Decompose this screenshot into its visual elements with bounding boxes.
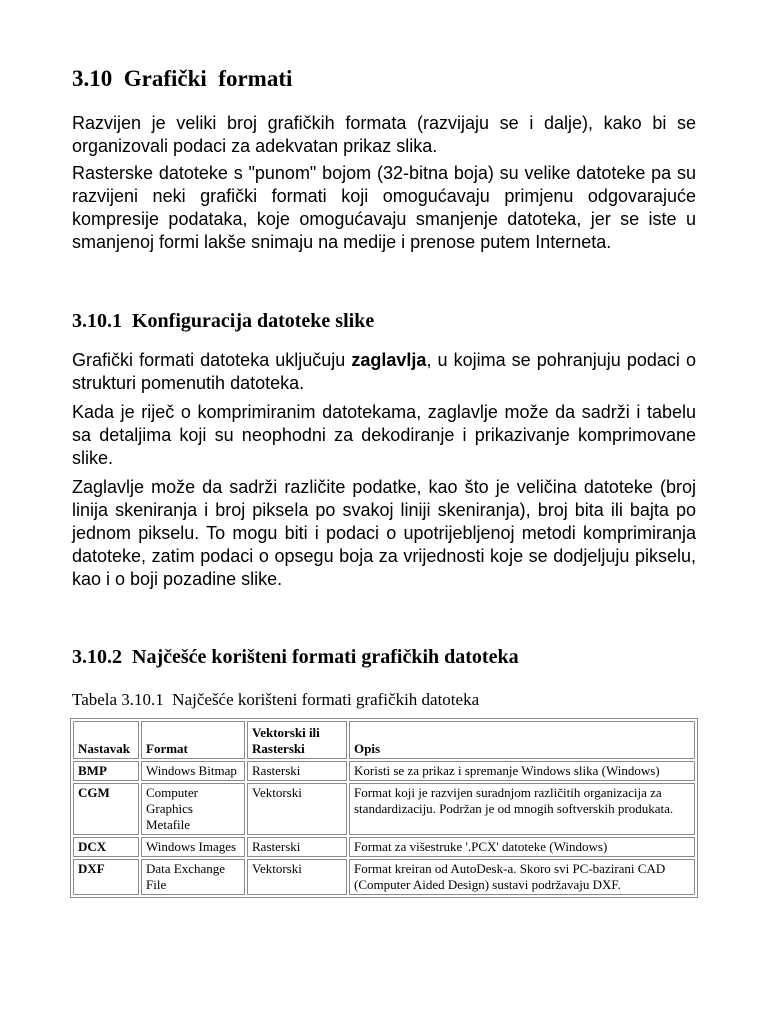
- cell-description: Format koji je razvijen suradnjom različitih organizacija za standardizaciju. Podržan je od mnogih softverskih produkata.: [349, 783, 695, 835]
- cell-type: Rasterski: [247, 837, 347, 857]
- cell-type: Vektorski: [247, 859, 347, 895]
- cell-extension: CGM: [73, 783, 139, 835]
- cell-format: Computer Graphics Metafile: [141, 783, 245, 835]
- table-caption: Tabela 3.10.1 Najčešće korišteni formati grafičkih datoteka: [72, 690, 480, 709]
- header-description: Opis: [349, 721, 695, 759]
- cell-extension: BMP: [73, 761, 139, 781]
- cell-format: Windows Images: [141, 837, 245, 857]
- cell-type: Rasterski: [247, 761, 347, 781]
- cell-format: Windows Bitmap: [141, 761, 245, 781]
- cell-format: Data Exchange File: [141, 859, 245, 895]
- cell-extension: DCX: [73, 837, 139, 857]
- header-extension: Nastavak: [73, 721, 139, 759]
- table-row: [73, 783, 695, 835]
- subsection1-paragraph-3: Zaglavlje može da sadrži različite podatke, kao što je veličina datoteke (broj linija skeniranja i broj piksela po svakoj liniji skeniranja), broj bita ili bajta po jednom pikselu. To mogu biti i podaci o upotrijebljenoj metodi komprimiranja datoteke, zatim podaci o opsegu boja za vrijednosti koje se dodjeljuju pikselu, kao i o boji pozadine slike.: [72, 477, 696, 589]
- table-row: [73, 837, 695, 857]
- subsection1-paragraph-1: [72, 349, 696, 395]
- cell-description: Format za višestruke '.PCX' datoteke (Windows): [349, 837, 695, 857]
- cell-type: Vektorski: [247, 783, 347, 835]
- table-row: [73, 761, 695, 781]
- section-title: 3.10 Grafički formati: [72, 66, 293, 91]
- intro-paragraph-1: Razvijen je veliki broj grafičkih formata (razvijaju se i dalje), kako bi se organizovali podaci za adekvatan prikaz slika.: [72, 113, 696, 156]
- cell-description: Koristi se za prikaz i spremanje Windows slika (Windows): [349, 761, 695, 781]
- subsection1-paragraph-2: Kada je riječ o komprimiranim datotekama, zaglavlje može da sadrži i tabelu sa detaljima koji su neophodni za dekodiranje i prikazivanje komprimovane slike.: [72, 402, 696, 468]
- formats-table: [70, 718, 698, 898]
- table-header-row: [73, 721, 695, 759]
- paragraph-text: , u kojima se pohranjuju podaci o strukturi pomenutih datoteka.: [72, 350, 696, 393]
- header-type: Vektorski ili Rasterski: [247, 721, 347, 759]
- subsection-title-1: 3.10.1 Konfiguracija datoteke slike: [72, 310, 375, 332]
- header-format: Format: [141, 721, 245, 759]
- intro-paragraph-2: Rasterske datoteke s "punom" bojom (32-bitna boja) su velike datoteke pa su razvijeni neki grafički formati koji omogućavaju primjenu odgovarajuće kompresije podataka, koje omogućavaju smanjenje datoteka, jer se iste u smanjenoj formi lakše snimaju na medije i prenose putem Interneta.: [72, 163, 696, 252]
- subsection-title-2: 3.10.2 Najčešće korišteni formati grafičkih datoteka: [72, 646, 519, 668]
- cell-extension: DXF: [73, 859, 139, 895]
- cell-description: Format kreiran od AutoDesk-a. Skoro svi PC-bazirani CAD (Computer Aided Design) sustavi podržavaju DXF.: [349, 859, 695, 895]
- bold-term: zaglavlja: [351, 350, 427, 370]
- table-row: [73, 859, 695, 895]
- paragraph-text: Grafički formati datoteka uključuju: [72, 350, 352, 370]
